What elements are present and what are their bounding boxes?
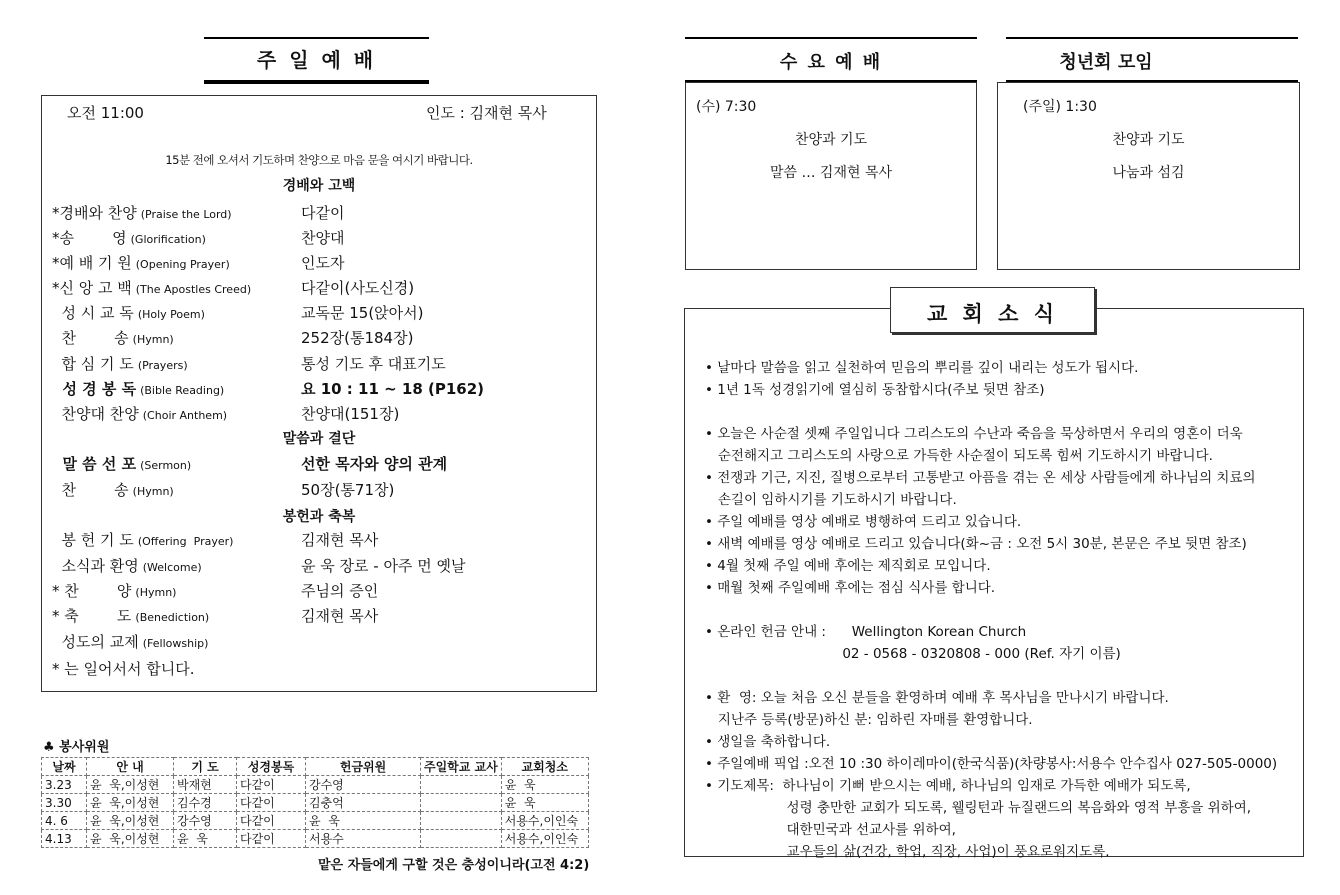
order-item-value: 찬양대(151장) [301,405,400,423]
order-item-name [52,252,230,273]
volunteers-table-wrap [41,757,589,848]
volunteer-cell: 다같이 [237,776,306,794]
volunteer-cell [421,812,502,830]
volunteer-cell: 다같이 [237,794,306,812]
order-item-english: (Prayers) [137,359,188,372]
verse: 맡은 자들에게 구할 것은 충성이니라(고전 4:2) [318,858,590,873]
volunteer-cell: 3.30 [42,794,87,812]
order-item-name [52,403,227,424]
arrival-notice: 15분 전에 오셔서 기도하며 찬양으로 마음 문을 여시기 바랍니다. [165,153,473,167]
news-line: • 매월 첫째 주일예배 후에는 점심 식사를 합니다. [705,580,996,596]
news-line: 손길이 임하시기를 기도하시기 바랍니다. [705,492,957,508]
order-item-english: (Benediction) [135,611,210,624]
volunteer-cell: 윤 욱,이성현 [87,794,174,812]
order-item-name [52,580,176,601]
news-line: • 생일을 축하합니다. [705,734,831,750]
order-item-english: (Sermon) [140,459,192,472]
volunteer-cell: 김충억 [306,794,421,812]
order-item-value: 다같이 [301,204,345,222]
order-item-name [52,202,232,223]
col-date: 날짜 [42,758,87,776]
youth-box [997,82,1300,270]
news-line: 대한민국과 선교사를 위하여, [705,822,956,838]
order-item-label: 합 심 기 도 [52,355,134,373]
service-leader: 인도 : 김재현 목사 [426,104,547,122]
volunteer-cell [421,830,502,848]
order-item-label: *송 영 [52,229,127,247]
order-item-name [52,353,188,374]
order-item-value: 주님의 증인 [301,582,379,600]
volunteer-cell: 강수영 [174,812,237,830]
youth-title-top-rule [1006,37,1298,39]
order-item-value: 다같이(사도신경) [301,279,415,297]
order-item-value: 인도자 [301,254,345,272]
order-item-value: 교독문 15(앉아서) [301,304,424,322]
order-item-value: 선한 목자와 양의 관계 [301,455,448,473]
col-usher: 안 내 [87,758,174,776]
sunday-title-top-rule [204,37,429,39]
order-item-value: 요 10 : 11 ~ 18 (P162) [301,380,485,398]
sunday-title-bottom-rule [204,80,429,84]
volunteer-cell: 3.23 [42,776,87,794]
order-item-value: 찬양대 [301,229,345,247]
order-item-english: (The Apostles Creed) [135,283,252,296]
volunteer-cell: 윤 욱 [501,776,588,794]
news-line: 성령 충만한 교회가 되도록, 웰링턴과 뉴질랜드의 복음화와 영적 부흥을 위하여, [705,800,1252,816]
wednesday-title-top-rule [685,37,977,39]
order-item-name [52,227,206,248]
sunday-title: 주 일 예 배 [256,48,377,72]
section-word: 말씀과 결단 [282,431,356,447]
news-line: • 기도제목: 하나님이 기뻐 받으시는 예배, 하나님의 임재로 가득한 예배가 되도록, [705,778,1191,794]
volunteer-cell: 4.13 [42,830,87,848]
volunteers-table [41,757,589,848]
volunteer-row [42,830,589,848]
volunteer-cell [421,776,502,794]
youth-line1: 찬양과 기도 [1112,132,1185,148]
news-line: • 오늘은 사순절 셋째 주일입니다 그리스도의 수난과 죽음을 묵상하면서 우리의 영혼이 더욱 [705,426,1243,442]
news-line: • 4월 첫째 주일 예배 후에는 제직회로 모입니다. [705,558,991,574]
volunteers-title: ♣ 봉사위원 [43,740,110,755]
volunteer-row [42,812,589,830]
section-worship: 경배와 고백 [282,178,356,194]
youth-time: (주일) 1:30 [1023,99,1097,115]
news-line: 교우들의 삶(건강, 학업, 직장, 사업)이 풍요로워지도록. [705,844,1110,860]
order-item-english: (Opening Prayer) [135,258,230,271]
order-item-english: (Choir Anthem) [142,409,228,422]
news-line: • 주일예배 픽업 :오전 10 :30 하이레마이(한국식품)(차량봉사:서용수 안수집사 027-505-0000) [705,756,1278,772]
col-prayer: 기 도 [174,758,237,776]
order-item-english: (Fellowship) [142,637,209,650]
news-line: • 날마다 말씀을 읽고 실천하여 믿음의 뿌리를 깊이 내리는 성도가 됩시다. [705,360,1139,376]
news-title: 교 회 소 식 [926,302,1059,326]
news-line: • 주일 예배를 영상 예배로 병행하여 드리고 있습니다. [705,514,1022,530]
order-item-name [52,302,205,323]
order-item-label: 성 시 교 독 [52,304,134,322]
sunday-order-box [41,95,597,692]
order-item-label: 봉 헌 기 도 [52,531,134,549]
order-item-label: * 찬 양 [52,582,132,600]
order-item-name [52,529,233,550]
youth-title: 청년회 모임 [1059,52,1153,73]
order-item-label: * 축 도 [52,607,132,625]
order-item-name [52,277,251,298]
order-item-english: (Hymn) [132,485,174,498]
order-item-label: 성도의 교제 [52,633,139,651]
order-item-label: 성 경 봉 독 [52,380,137,398]
volunteer-cell: 다같이 [237,830,306,848]
volunteer-row [42,794,589,812]
order-item-name [52,479,174,500]
order-item-name [52,327,174,348]
volunteers-header-row [42,758,589,776]
volunteer-cell: 다같이 [237,812,306,830]
order-item-name [52,555,202,576]
volunteer-cell: 윤 욱,이성현 [87,776,174,794]
order-item-name [52,453,191,474]
news-line: • 전쟁과 기근, 지진, 질병으로부터 고통받고 아픔을 겪는 온 세상 사람들에게 하나님의 치료의 [705,470,1256,486]
order-item-english: (Praise the Lord) [140,208,232,221]
wednesday-time: (수) 7:30 [696,99,757,115]
col-cleaning: 교회청소 [501,758,588,776]
order-item-english: (Hymn) [135,586,177,599]
youth-line2: 나눔과 섬김 [1112,165,1185,181]
news-line: 순전해지고 그리스도의 사랑으로 가득한 사순절이 되도록 힘써 기도하시기 바랍니다. [705,448,1213,464]
news-line: • 환 영: 오늘 처음 오신 분들을 환영하며 예배 후 목사님을 만나시기 바랍니다. [705,690,1169,706]
order-item-value: 윤 욱 장로 - 아주 먼 옛날 [301,557,466,575]
section-offering: 봉헌과 축복 [282,509,356,525]
col-sunday-school: 주일학교 교사 [421,758,502,776]
volunteer-cell: 윤 욱 [306,812,421,830]
volunteer-cell: 윤 욱 [174,830,237,848]
order-item-english: (Holy Poem) [137,308,205,321]
order-item-english: (Welcome) [142,561,202,574]
order-item-label: *경배와 찬양 [52,204,137,222]
volunteer-cell: 서용수,이인숙 [501,830,588,848]
standing-footnote: * 는 일어서서 합니다. [52,660,195,678]
order-item-english: (Hymn) [132,333,174,346]
news-line: • 온라인 헌금 안내 : Wellington Korean Church [705,624,1027,640]
volunteer-cell: 윤 욱,이성현 [87,812,174,830]
order-item-label: 찬 송 [52,481,129,499]
order-item-label: 소식과 환영 [52,557,139,575]
col-reading: 성경봉독 [237,758,306,776]
volunteer-cell [421,794,502,812]
order-item-value: 김재현 목사 [301,607,379,625]
volunteer-cell: 박재현 [174,776,237,794]
volunteer-cell: 강수영 [306,776,421,794]
order-item-label: 찬양대 찬양 [52,405,139,423]
service-time: 오전 11:00 [67,104,144,122]
volunteer-cell: 윤 욱 [501,794,588,812]
order-item-label: *예 배 기 원 [52,254,132,272]
order-item-value: 김재현 목사 [301,531,379,549]
volunteer-cell: 윤 욱,이성현 [87,830,174,848]
order-item-name [52,605,209,626]
order-item-label: *신 앙 고 백 [52,279,132,297]
news-line: • 새벽 예배를 영상 예배로 드리고 있습니다(화~금 : 오전 5시 30분, 본문은 주보 뒷면 참조) [705,536,1247,552]
order-item-value: 252장(통184장) [301,329,414,347]
wednesday-title: 수 요 예 배 [779,52,883,73]
wednesday-line2: 말씀 … 김재현 목사 [769,165,893,181]
order-item-value: 50장(통71장) [301,481,395,499]
order-item-name [52,378,224,399]
order-item-label: 말 씀 선 포 [52,455,137,473]
order-item-english: (Bible Reading) [140,384,225,397]
order-item-name [52,631,208,652]
order-item-label: 찬 송 [52,329,129,347]
volunteer-row [42,776,589,794]
volunteer-cell: 서용수,이인숙 [501,812,588,830]
volunteer-cell: 4. 6 [42,812,87,830]
wednesday-box [685,82,977,270]
news-line: 지난주 등록(방문)하신 분: 임하린 자매를 환영합니다. [705,712,1033,728]
col-offering: 헌금위원 [306,758,421,776]
news-line: • 1년 1독 성경읽기에 열심히 동참합시다(주보 뒷면 참조) [705,382,1045,398]
volunteer-cell: 서용수 [306,830,421,848]
wednesday-line1: 찬양과 기도 [794,132,868,148]
order-item-english: (Offering Prayer) [137,535,234,548]
order-item-english: (Glorification) [130,233,206,246]
order-item-value: 통성 기도 후 대표기도 [301,355,446,373]
news-box [684,308,1304,860]
news-line: 02 - 0568 - 0320808 - 000 (Ref. 자기 이름) [705,646,1121,662]
volunteer-cell: 김수경 [174,794,237,812]
